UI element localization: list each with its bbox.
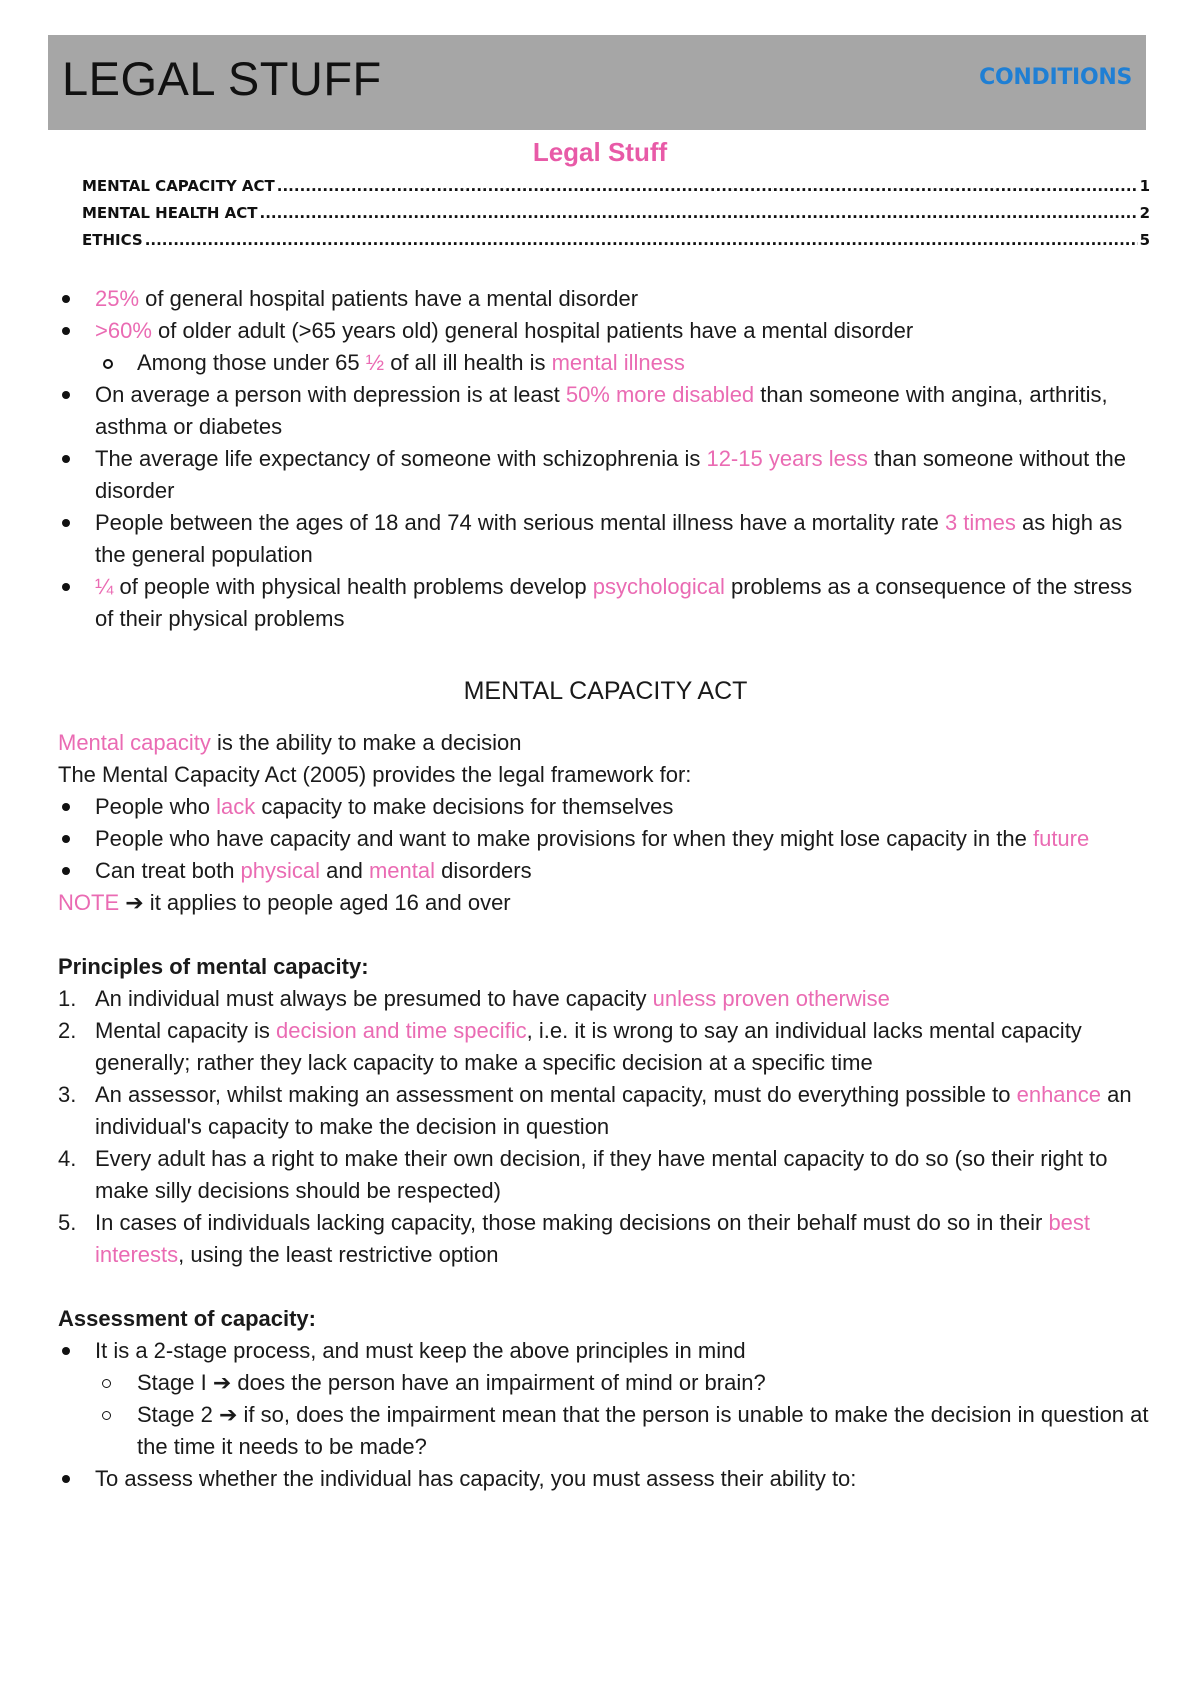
sub-list-item: Stage 2 ➔ if so, does the impairment mean that the person is unable to make the decision in question at the time it needs to be made? bbox=[58, 1399, 1153, 1463]
list-item: 2. Mental capacity is decision and time specific, i.e. it is wrong to say an individual lacks mental capacity generally; rather they lack capacity to make a specific decision at a specific time bbox=[58, 1018, 1082, 1075]
toc-entry-mental-capacity-act[interactable] bbox=[82, 177, 1150, 204]
list-item: Can treat both physical and mental disorders bbox=[58, 855, 1153, 887]
main-content bbox=[58, 283, 1153, 1495]
list-item: The average life expectancy of someone with schizophrenia is 12-15 years less than someone without the disorder bbox=[58, 443, 1153, 507]
toc-label: ETHICS bbox=[82, 231, 143, 249]
stats-list bbox=[58, 283, 1153, 635]
list-item: ¼ of people with physical health problems develop psychological problems as a consequence of the stress of their physical problems bbox=[58, 571, 1153, 635]
list-item: 25% of general hospital patients have a mental disorder bbox=[58, 283, 1153, 315]
header-banner bbox=[48, 35, 1146, 130]
framework-list bbox=[58, 791, 1153, 887]
principles-list bbox=[58, 983, 1153, 1271]
sub-list-item: Stage I ➔ does the person have an impairment of mind or brain? bbox=[58, 1367, 1153, 1399]
section-title-mental-capacity-act: MENTAL CAPACITY ACT bbox=[463, 677, 748, 705]
list-item: >60% of older adult (>65 years old) general hospital patients have a mental disorder bbox=[58, 315, 1153, 347]
list-item: 3. An assessor, whilst making an assessment on mental capacity, must do everything possible to enhance an individual's capacity to make the decision in question bbox=[58, 1082, 1132, 1139]
toc-page: 5 bbox=[1139, 231, 1150, 249]
toc-entry-ethics[interactable] bbox=[82, 231, 1150, 258]
framework-line: The Mental Capacity Act (2005) provides the legal framework for: bbox=[58, 762, 692, 787]
definition-line: Mental capacity is the ability to make a decision bbox=[58, 730, 522, 755]
toc-entry-mental-health-act[interactable] bbox=[82, 204, 1150, 231]
list-item: People between the ages of 18 and 74 with serious mental illness have a mortality rate 3 times as high as the general population bbox=[58, 507, 1153, 571]
list-item: People who lack capacity to make decisions for themselves bbox=[58, 791, 1153, 823]
list-item: 4. Every adult has a right to make their own decision, if they have mental capacity to do so (so their right to make silly decisions should be respected) bbox=[58, 1146, 1108, 1203]
toc-leader bbox=[145, 231, 1138, 249]
list-item: 1. An individual must always be presumed to have capacity unless proven otherwise bbox=[58, 986, 890, 1011]
list-item: 5. In cases of individuals lacking capacity, those making decisions on their behalf must do so in their best interests, using the least restrictive option bbox=[58, 1210, 1091, 1267]
note-line: NOTE ➔ it applies to people aged 16 and over bbox=[58, 890, 511, 915]
assessment-heading: Assessment of capacity: bbox=[58, 1306, 316, 1331]
right-arrow-icon: ➔ bbox=[218, 1402, 238, 1427]
toc-leader bbox=[260, 204, 1138, 222]
toc-page: 1 bbox=[1139, 177, 1150, 195]
assessment-list bbox=[58, 1335, 1153, 1495]
header-tag: CONDITIONS bbox=[979, 65, 1132, 90]
principles-heading: Principles of mental capacity: bbox=[58, 954, 369, 979]
toc-leader bbox=[277, 177, 1138, 195]
toc-label: MENTAL HEALTH ACT bbox=[82, 204, 258, 222]
document-title: Legal Stuff bbox=[532, 137, 668, 167]
table-of-contents bbox=[82, 177, 1150, 258]
list-item: On average a person with depression is at least 50% more disabled than someone with angina, arthritis, asthma or diabetes bbox=[58, 379, 1153, 443]
list-item: To assess whether the individual has capacity, you must assess their ability to: bbox=[58, 1463, 1153, 1495]
right-arrow-icon: ➔ bbox=[212, 1370, 232, 1395]
right-arrow-icon: ➔ bbox=[125, 890, 144, 915]
toc-label: MENTAL CAPACITY ACT bbox=[82, 177, 275, 195]
header-title: LEGAL STUFF bbox=[62, 52, 382, 105]
list-item: It is a 2-stage process, and must keep the above principles in mind bbox=[58, 1335, 1153, 1367]
list-item: People who have capacity and want to make provisions for when they might lose capacity in the future bbox=[58, 823, 1153, 855]
sub-list-item: Among those under 65 ½ of all ill health is mental illness bbox=[58, 347, 1153, 379]
toc-page: 2 bbox=[1139, 204, 1150, 222]
